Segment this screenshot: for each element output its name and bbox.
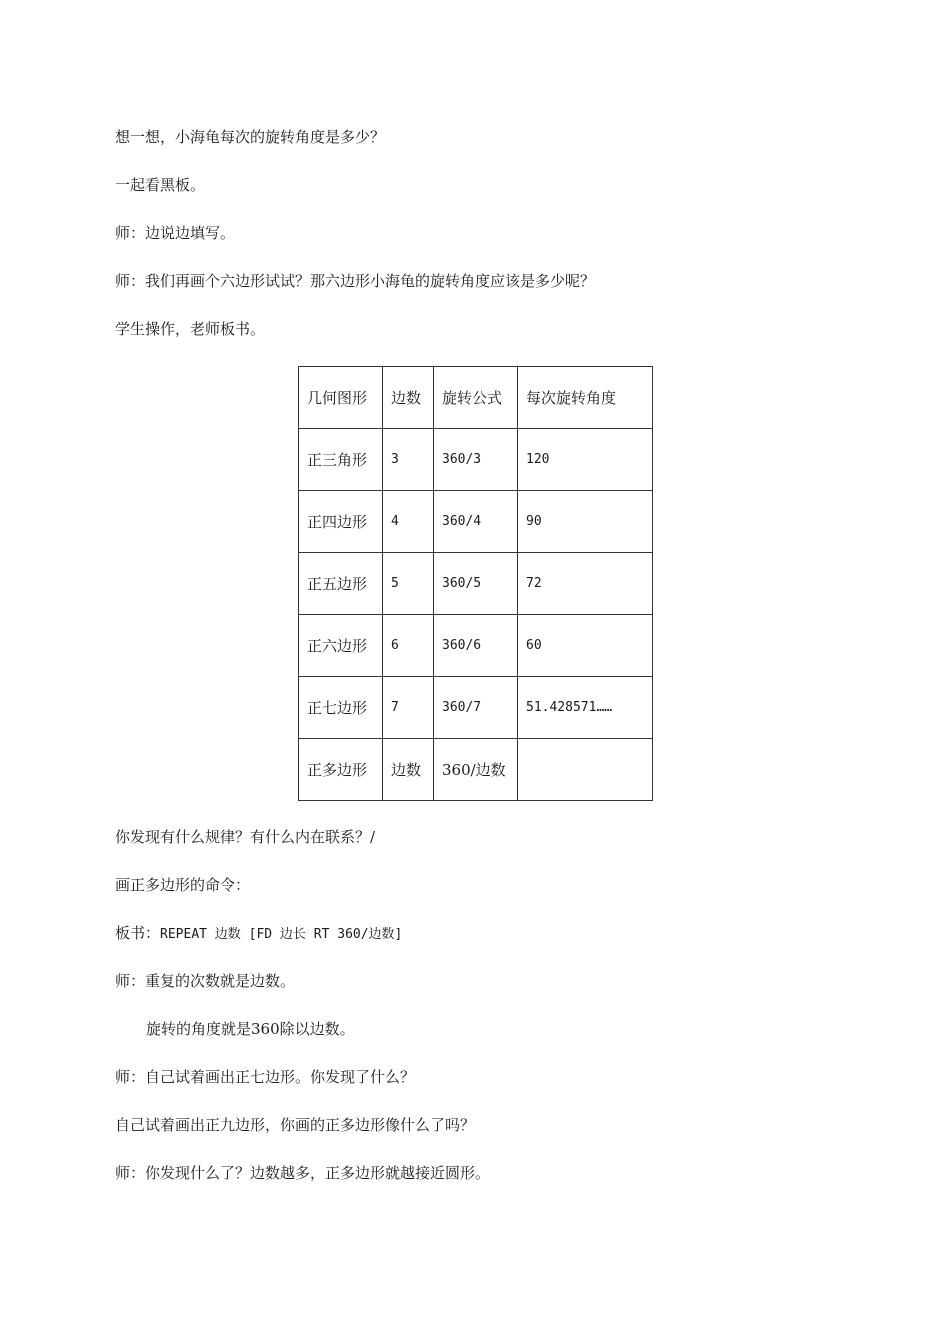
table-cell-formula: 360/4 (434, 491, 518, 553)
table-cell-shape: 正六边形 (299, 615, 383, 677)
table-row (299, 429, 653, 491)
table-row (299, 491, 653, 553)
paragraph-student-operate: 学生操作，老师板书。 (115, 320, 266, 338)
table-cell-shape: 正多边形 (299, 739, 383, 801)
table-row (299, 739, 653, 801)
table-header-row (299, 367, 653, 429)
table-cell-formula: 360/边数 (434, 739, 518, 801)
board-prefix: 板书： (115, 924, 161, 942)
paragraph-think-rotation: 想一想，小海龟每次的旋转角度是多少？ (115, 128, 386, 146)
table-cell-sides: 7 (383, 677, 434, 739)
table-cell-sides: 4 (383, 491, 434, 553)
paragraph-look-blackboard: 一起看黑板。 (115, 176, 206, 194)
table-cell-sides: 6 (383, 615, 434, 677)
table-cell-sides: 5 (383, 553, 434, 615)
table-cell-angle: 90 (518, 491, 653, 553)
polygon-rotation-table (298, 366, 653, 801)
table-cell-angle: 60 (518, 615, 653, 677)
paragraph-rotation-angle: 旋转的角度就是360除以边数。 (146, 1020, 355, 1038)
table-header-cell: 边数 (383, 367, 434, 429)
table-cell-angle: 51.428571…… (518, 677, 653, 739)
table-cell-formula: 360/7 (434, 677, 518, 739)
paragraph-find-pattern: 你发现有什么规律？有什么内在联系？/ (115, 828, 376, 846)
table-cell-shape: 正五边形 (299, 553, 383, 615)
table-row (299, 553, 653, 615)
table-header-cell: 旋转公式 (434, 367, 518, 429)
paragraph-teacher-conclusion: 师：你发现什么了？边数越多，正多边形就越接近圆形。 (115, 1164, 491, 1182)
table-cell-formula: 360/3 (434, 429, 518, 491)
paragraph-board-command (115, 924, 402, 944)
paragraph-teacher-heptagon: 师：自己试着画出正七边形。你发现了什么？ (115, 1068, 416, 1086)
table-cell-formula: 360/5 (434, 553, 518, 615)
table-row (299, 677, 653, 739)
table-cell-sides: 边数 (383, 739, 434, 801)
paragraph-teacher-hexagon: 师：我们再画个六边形试试？那六边形小海龟的旋转角度应该是多少呢？ (115, 272, 596, 290)
table-cell-shape: 正七边形 (299, 677, 383, 739)
paragraph-command-intro: 画正多边形的命令： (115, 876, 251, 894)
table-row (299, 615, 653, 677)
paragraph-teacher-repeat: 师：重复的次数就是边数。 (115, 972, 296, 990)
table-header-cell: 每次旋转角度 (518, 367, 653, 429)
paragraph-teacher-fill: 师：边说边填写。 (115, 224, 236, 242)
table-header-cell: 几何图形 (299, 367, 383, 429)
table-cell-shape: 正四边形 (299, 491, 383, 553)
table-cell-angle: 120 (518, 429, 653, 491)
table-cell-sides: 3 (383, 429, 434, 491)
paragraph-nonagon: 自己试着画出正九边形，你画的正多边形像什么了吗？ (115, 1116, 476, 1134)
table-cell-formula: 360/6 (434, 615, 518, 677)
table-cell-angle: 72 (518, 553, 653, 615)
repeat-command-code: REPEAT 边数 [FD 边长 RT 360/边数] (160, 927, 403, 942)
table-cell-angle (518, 739, 653, 801)
table-cell-shape: 正三角形 (299, 429, 383, 491)
